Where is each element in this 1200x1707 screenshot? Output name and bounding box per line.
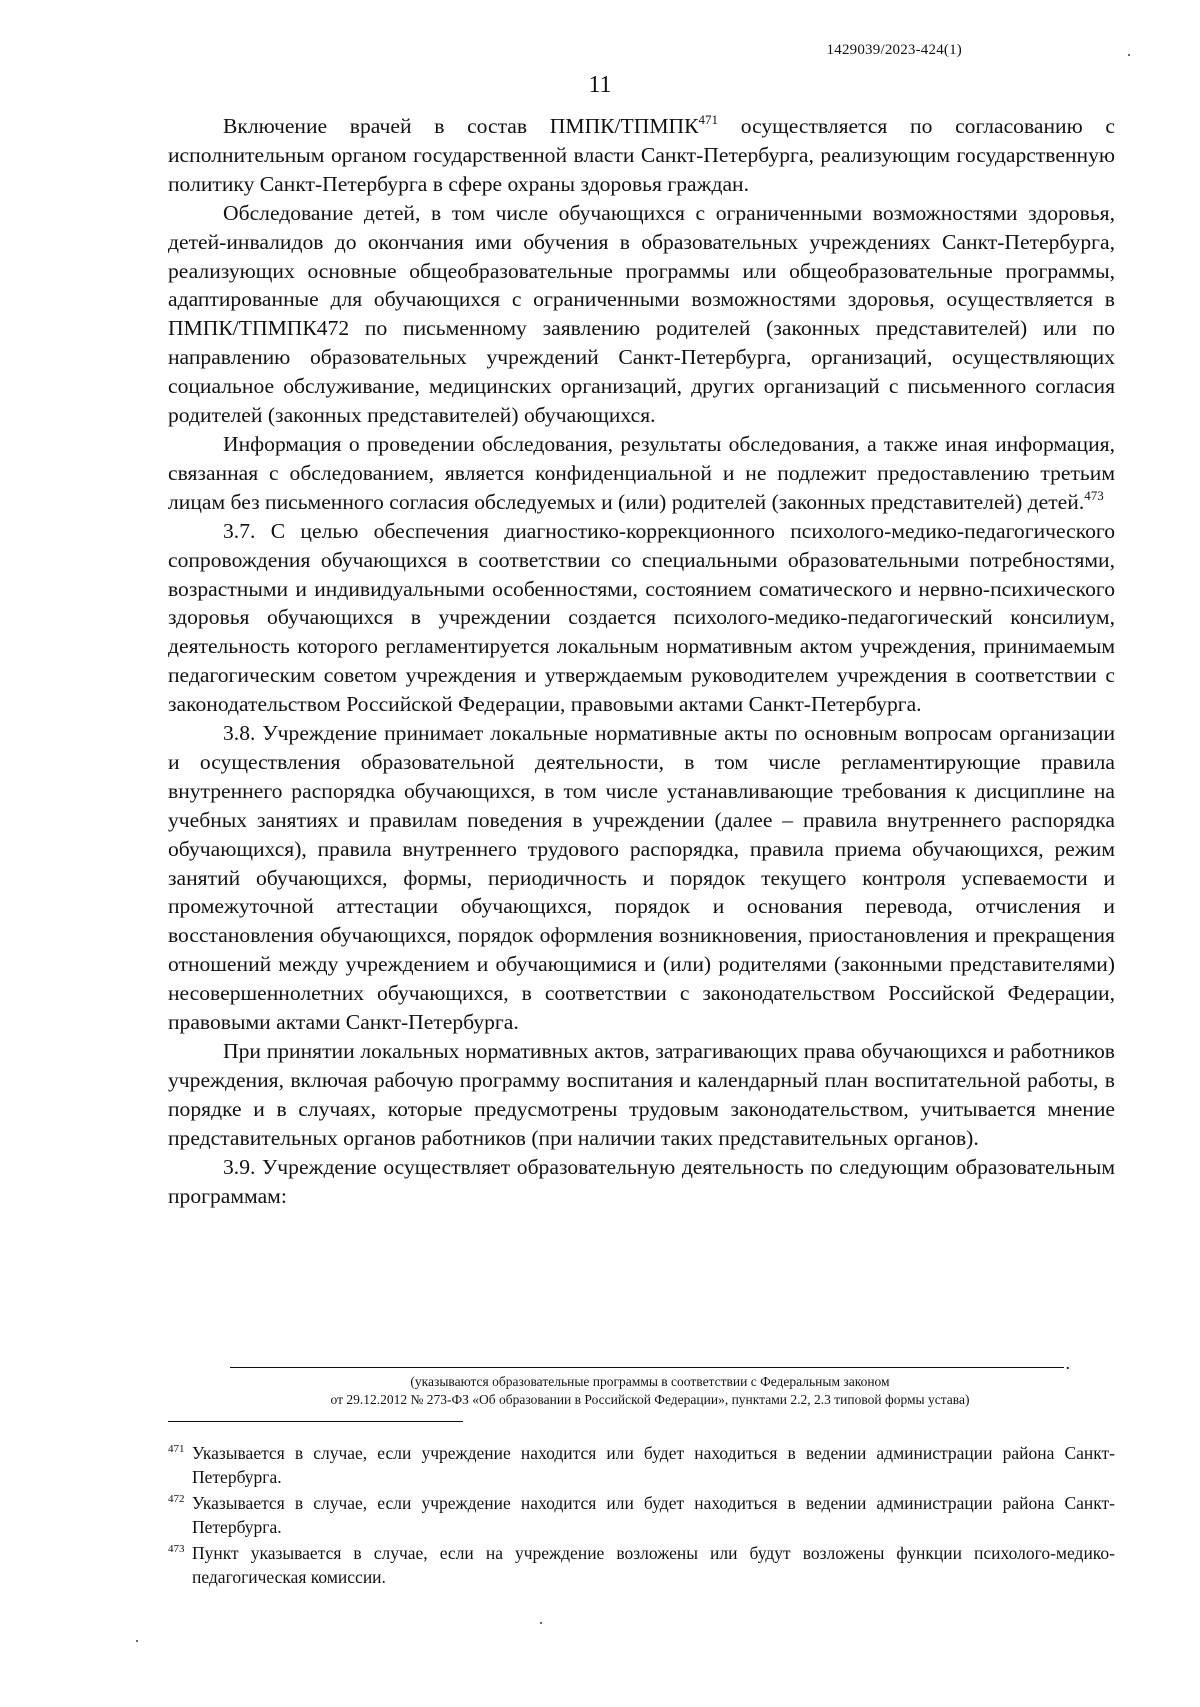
footnotes — [168, 1441, 1115, 1591]
footnote-item — [168, 1541, 1115, 1589]
footnote-mark: 471 — [168, 1443, 185, 1455]
fill-in-line — [230, 1367, 1064, 1368]
scan-speck — [1128, 54, 1130, 56]
page-number: 11 — [588, 72, 612, 98]
paragraph-3-7: 3.7. С целью обеспечения диагностико-коррекционного психолого-медико-педагогического сопровождения обучающихся в соответствии со специальными образовательными потребностями, возрастными и индивидуальными особенностями, состоянием соматического и нервно-психического здоровья обучающихся в учреждении создается психолого-медико-педагогический консилиум, деятельность которого регламентируется локальным нормативным актом учреждения, принимаемым педагогическим советом учреждения и утверждаемым руководителем учреждения в соответствии с законодательством Российской Федерации, правовыми актами Санкт-Петербурга. — [168, 518, 1115, 717]
paragraph: Информация о проведении обследования, результаты обследования, а также иная информация, связанная с обследованием, является конфиденциальной и не подлежит предоставлению третьим лицам без письменного согласия обследуемых и (или) родителей (законных представителей) детей.$^{473}$ — [168, 431, 1115, 514]
scan-speck — [540, 1622, 542, 1624]
footnote-item — [168, 1491, 1115, 1539]
document-body — [168, 112, 1115, 1210]
paragraph: При принятии локальных нормативных актов, затрагивающих права обучающихся и работников учреждения, включая рабочую программу воспитания и календарный план воспитательной работы, в порядке и в случаях, которые предусмотрены трудовым законодательством, учитывается мнение представительных органов работников (при наличии таких представительных органов). — [168, 1039, 1115, 1150]
footnote-text: Указывается в случае, если учреждение находится или будет находиться в ведении администрации района Санкт-Петербурга. — [192, 1493, 1115, 1537]
scan-speck — [136, 1640, 138, 1642]
fill-in-hint: (указываются образовательные программы в соответствии с Федеральным законом от 29.12.2012 № 273-ФЗ «Об образовании в Российской Федерации», пунктами 2.2, 2.3 типовой формы устава) — [330, 1374, 970, 1407]
footnote-ref[interactable]: 473 — [1084, 487, 1104, 503]
footnote-separator — [168, 1421, 463, 1422]
footnote-item — [168, 1441, 1115, 1489]
fill-in-field — [230, 1353, 1070, 1409]
paragraph: Включение врачей в состав ПМПК/ТПМПК$^{471}$ осуществляется по согласованию с исполнительным органом государственной власти Санкт-Петербурга, реализующим государственную политику Санкт-Петербурга в сфере охраны здоровья граждан. — [168, 112, 1115, 196]
footnote-ref[interactable]: 471 — [698, 112, 719, 127]
footnote-text: Указывается в случае, если учреждение находится или будет находиться в ведении администрации района Санкт-Петербурга. — [192, 1443, 1115, 1487]
footnote-text: Пункт указывается в случае, если на учреждение возложены или будут возложены функции психолого-медико-педагогическая комиссии. — [192, 1543, 1115, 1587]
document-number: 1429039/2023-424(1) — [826, 42, 962, 58]
fill-in-terminator: . — [1065, 1353, 1070, 1373]
paragraph-3-8: 3.8. Учреждение принимает локальные нормативные акты по основным вопросам организации и осуществления образовательной деятельности, в том числе регламентирующие правила внутреннего распорядка обучающихся, в том числе устанавливающие требования к дисциплине на учебных занятиях и правилам поведения в учреждении (далее – правила внутреннего распорядка обучающихся), правила внутреннего трудового распорядка, правила приема обучающихся, режим занятий обучающихся, формы, периодичность и порядок текущего контроля успеваемости и промежуточной аттестации обучающихся, порядок и основания перевода, отчисления и восстановления обучающихся, порядок оформления возникновения, приостановления и прекращения отношений между учреждением и обучающимися и (или) родителями (законными представителями) несовершеннолетних обучающихся, в соответствии с законодательством Российской Федерации, правовыми актами Санкт-Петербурга. — [168, 721, 1115, 1035]
paragraph: Обследование детей, в том числе обучающихся с ограниченными возможностями здоровья, детей-инвалидов до окончания ими обучения в образовательных учреждениях Санкт-Петербурга, реализующих основные общеобразовательные программы или общеобразовательные программы, адаптированные для обучающихся с ограниченными возможностями здоровья, осуществляется в ПМПК/ТПМПК472 по письменному заявлению родителей (законных представителей) или по направлению образовательных учреждений Санкт-Петербурга, организаций, осуществляющих социальное обслуживание, медицинских организаций, других организаций с письменного согласия родителей (законных представителей) обучающихся. — [168, 200, 1115, 428]
footnote-mark: 473 — [168, 1543, 185, 1555]
paragraph-3-9: 3.9. Учреждение осуществляет образовательную деятельность по следующим образовательным программам: — [168, 1154, 1115, 1208]
footnote-mark: 472 — [168, 1493, 185, 1505]
